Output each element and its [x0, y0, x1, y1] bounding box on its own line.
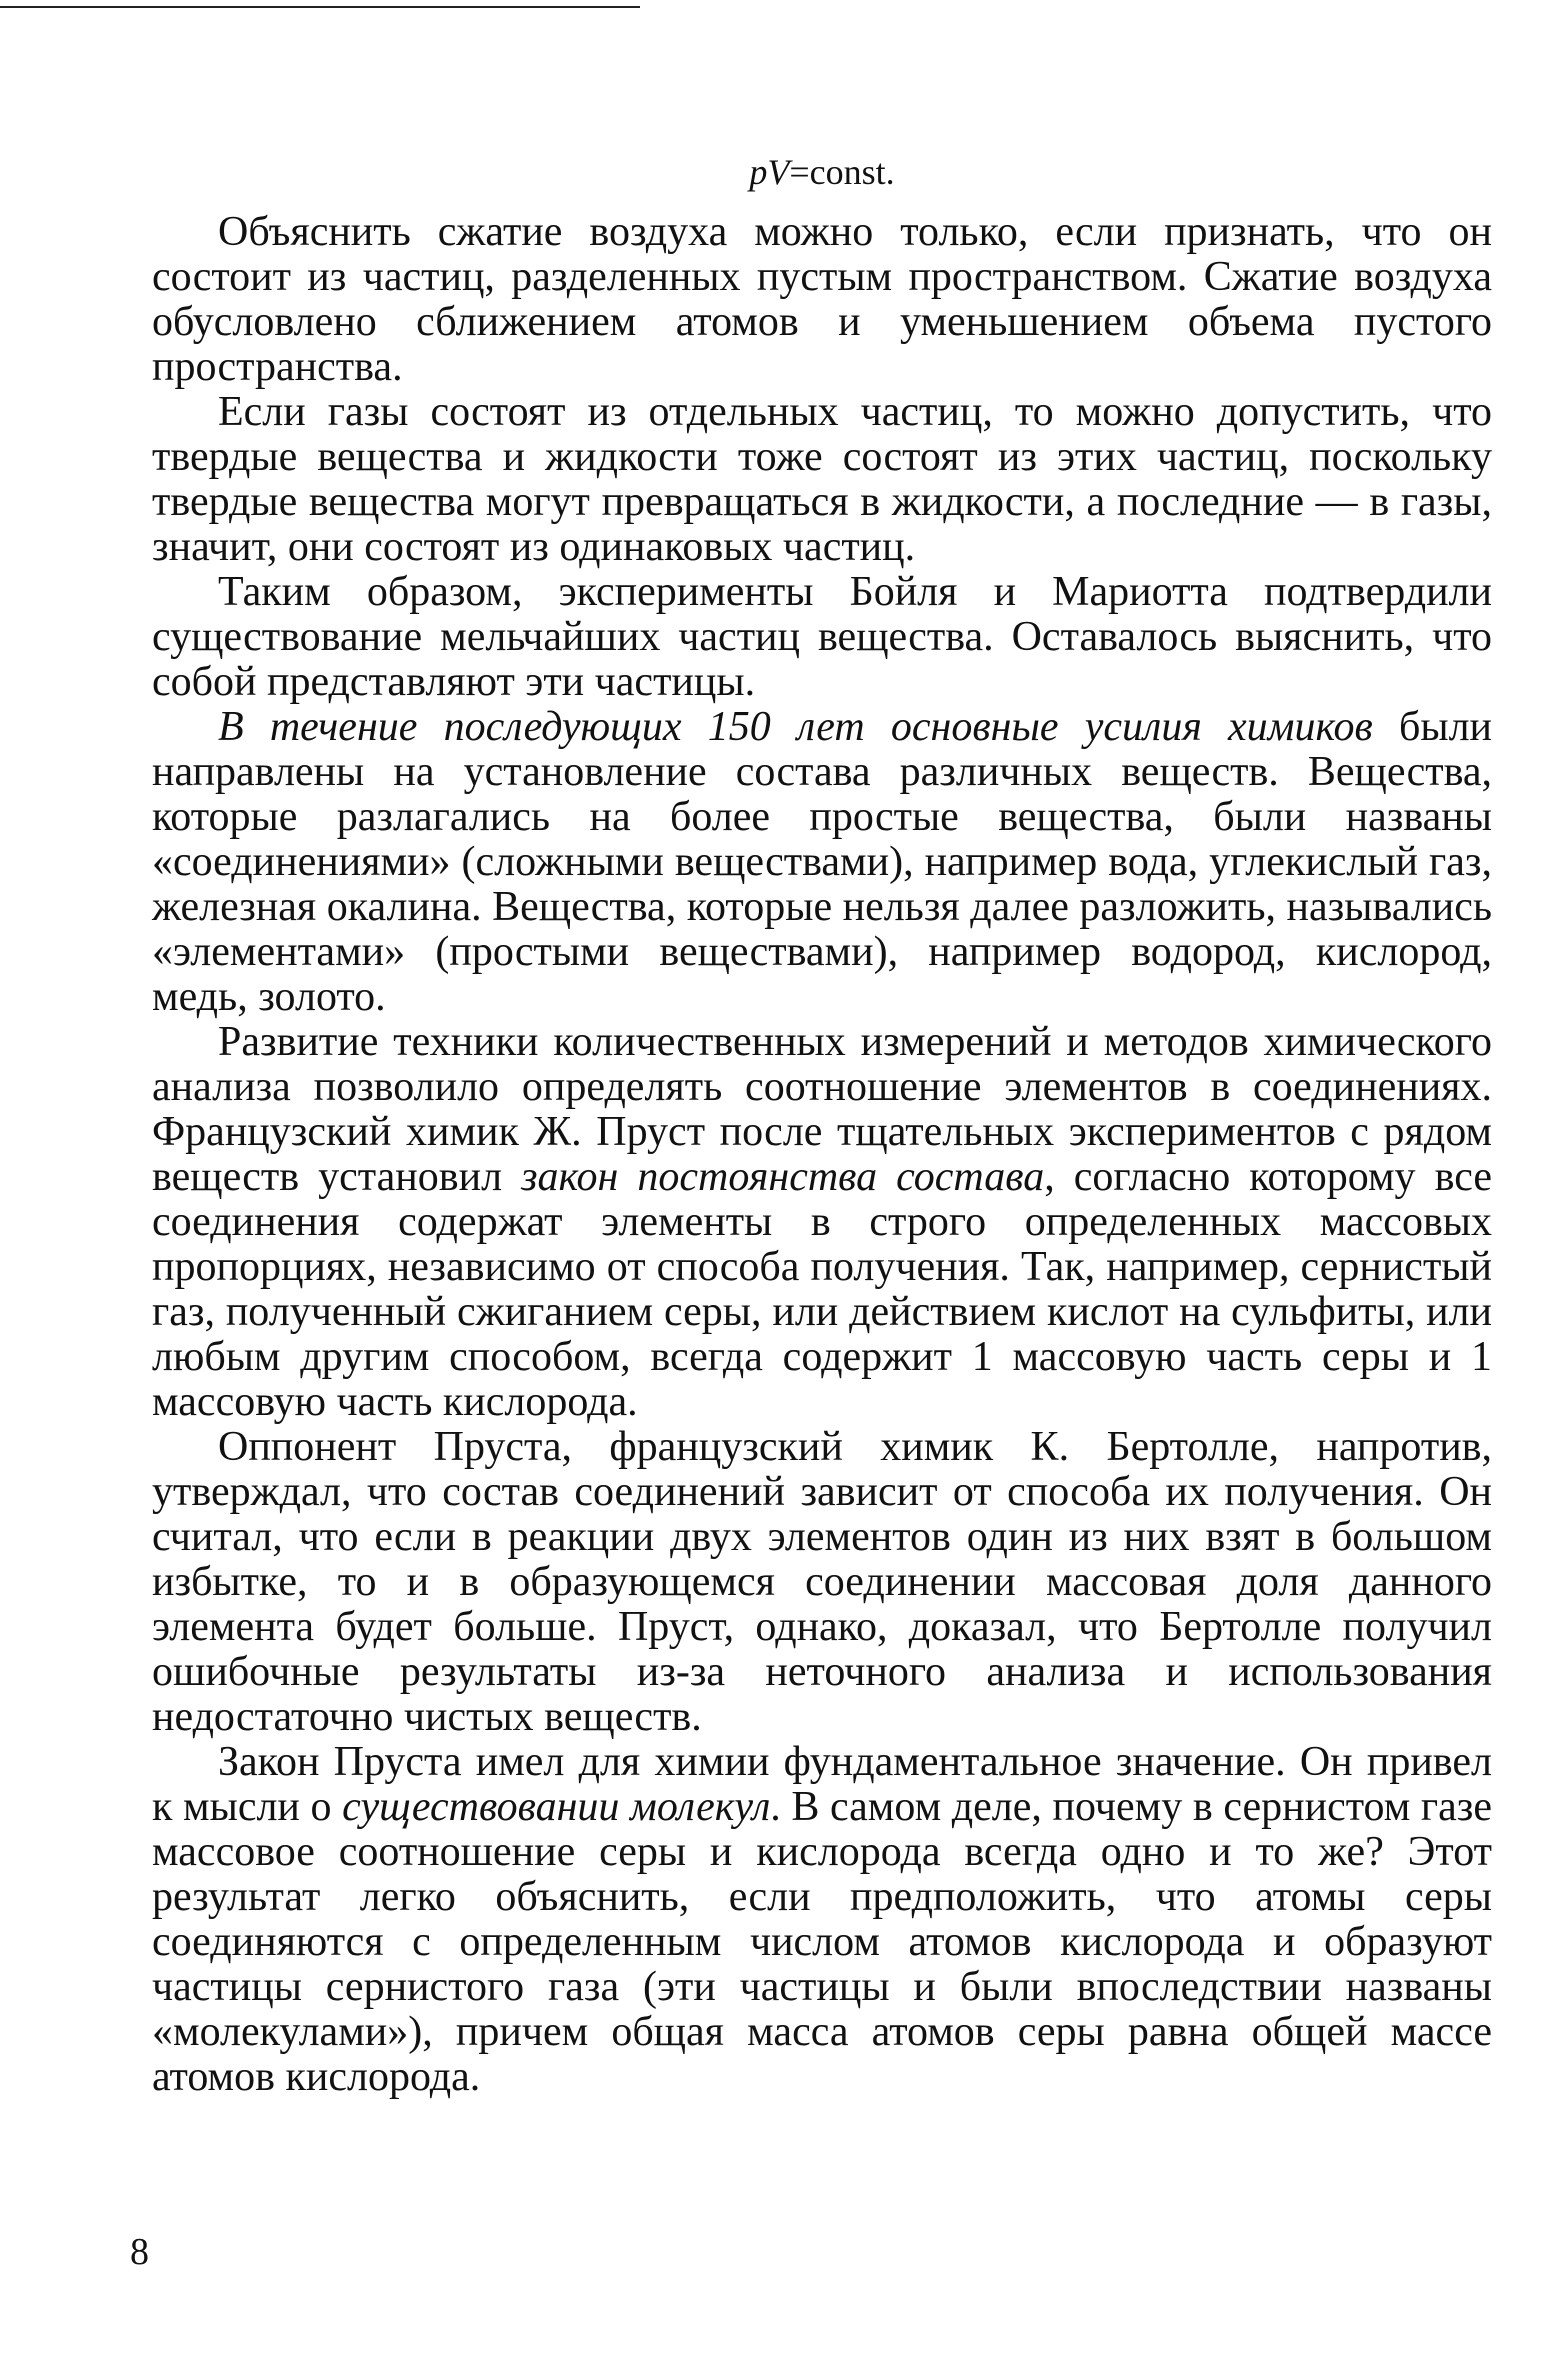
- paragraph-5: [152, 1020, 1492, 1425]
- paragraph-text: , согласно которому все соединения содержат элементы в строго определенных массовых пропорциях, независимо от способа получения. Так, например, сернистый газ, полученный сжиганием серы, или действием кислот на сульфиты, или любым другим способом, всегда содержит 1 массовую часть серы и 1 массовую часть кислорода.: [152, 1154, 1492, 1425]
- paragraph-2: [152, 390, 1492, 570]
- law-of-constant-composition: закон постоянства состава: [521, 1154, 1045, 1200]
- paragraph-4: [152, 705, 1492, 1020]
- formula-rest: =const.: [789, 152, 895, 192]
- page-number: 8: [130, 2231, 149, 2273]
- paragraph-text: Таким образом, эксперименты Бойля и Мариотта подтвердили существование мельчайших частиц вещества. Оставалось выяснить, что собой представляют эти частицы.: [152, 569, 1492, 705]
- formula-p: p: [749, 152, 768, 192]
- paragraph-text: были направлены на установление состава различных веществ. Вещества, которые разлагались на более простые вещества, были названы «соединениями» (сложными веществами), например вода, углекислый газ, железная окалина. Вещества, которые нельзя далее разложить, назывались «элементами» (простыми веществами), например водород, кислород, медь, золото.: [152, 704, 1493, 1020]
- paragraph-text: . В самом деле, почему в сернистом газе массовое соотношение серы и кислорода всегда одно и то же? Этот результат легко объяснить, если предположить, что атомы серы соединяются с определенным числом атомов кислорода и образуют частицы сернистого газа (эти частицы и были впоследствии названы «молекулами»), причем общая масса атомов серы равна общей массе атомов кислорода.: [152, 1784, 1493, 2100]
- paragraph-1: [152, 210, 1492, 390]
- paragraph-text: Закон Пруста имел для химии фундаментальное значение. Он привел к мысли о: [152, 1739, 1492, 1830]
- paragraph-text: Если газы состоят из отдельных частиц, то можно допустить, что твердые вещества и жидкости тоже состоят из этих частиц, поскольку твердые вещества могут превращаться в жидкости, а последние — в газы, значит, они состоят из одинаковых частиц.: [152, 389, 1492, 570]
- formula-v: V: [767, 152, 790, 192]
- existence-of-molecules: существовании молекул: [342, 1784, 771, 1830]
- top-rule: [0, 6, 640, 8]
- paragraph-italic: В течение последующих 150 лет основные усилия химиков: [218, 704, 1373, 750]
- paragraph-7: [152, 1740, 1492, 2100]
- page-body: [152, 150, 1492, 2100]
- paragraph-3: [152, 570, 1492, 705]
- paragraph-text: Развитие техники количественных измерений и методов химического анализа позволило определять соотношение элементов в соединениях. Французский химик Ж. Пруст после тщательных экспериментов с рядом веществ установил: [152, 1019, 1492, 1200]
- formula: [152, 150, 1492, 194]
- paragraph-6: [152, 1425, 1492, 1740]
- paragraph-text: Объяснить сжатие воздуха можно только, если признать, что он состоит из частиц, разделенных пустым пространством. Сжатие воздуха обусловлено сближением атомов и уменьшением объема пустого пространства.: [152, 209, 1492, 390]
- paragraph-text: Оппонент Пруста, французский химик К. Бертолле, напротив, утверждал, что состав соединений зависит от способа их получения. Он считал, что если в реакции двух элементов один из них взят в большом избытке, то и в образующемся соединении массовая доля данного элемента будет больше. Пруст, однако, доказал, что Бертолле получил ошибочные результаты из-за неточного анализа и использования недостаточно чистых веществ.: [152, 1424, 1492, 1740]
